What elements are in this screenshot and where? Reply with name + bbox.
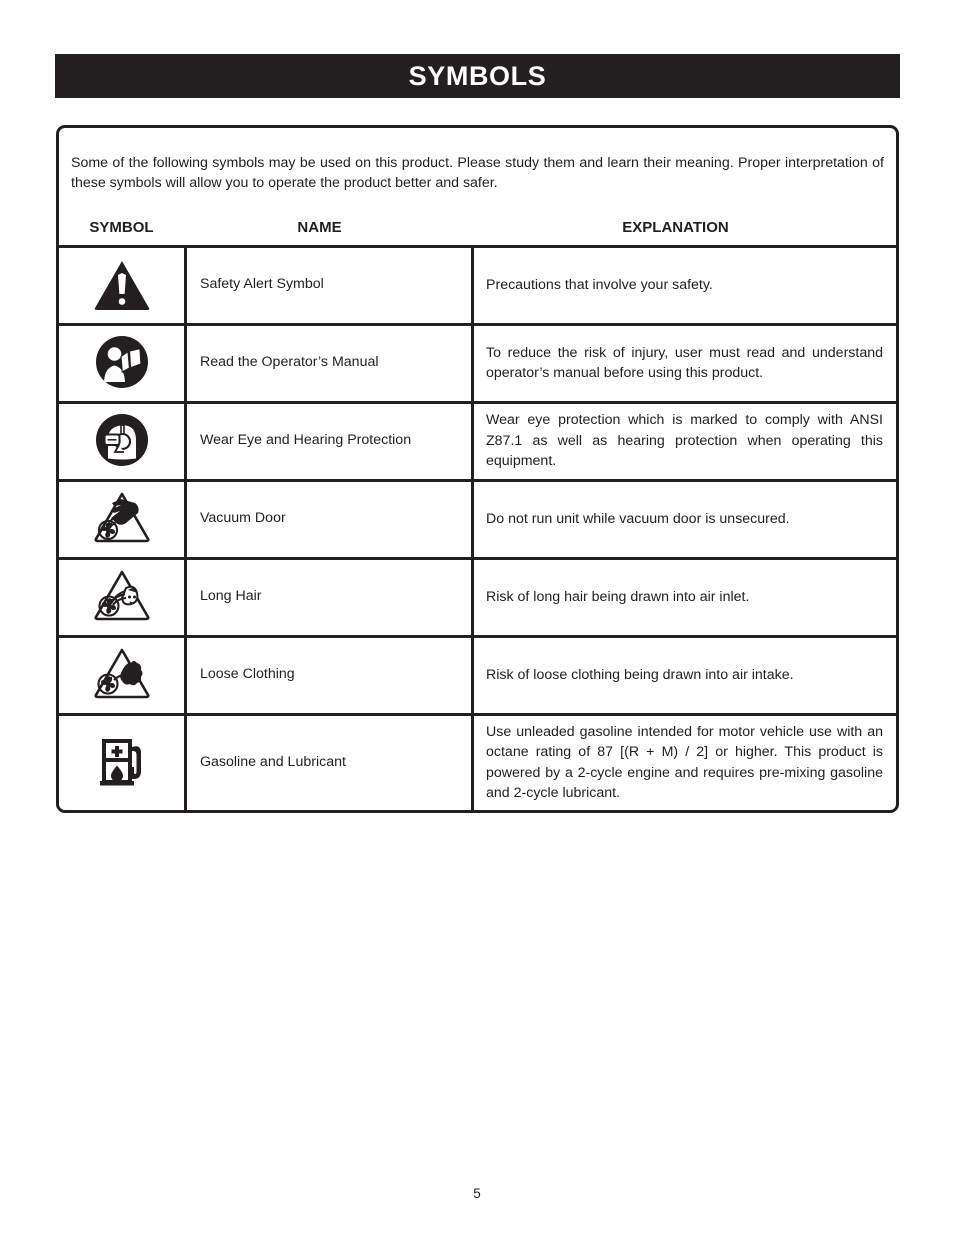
table-row xyxy=(59,324,896,402)
symbol-name: Wear Eye and Hearing Protection xyxy=(186,402,473,480)
loose-clothing-impeller-icon xyxy=(91,644,153,704)
symbol-explanation: Wear eye protection which is marked to comply with ANSI Z87.1 as well as hearing protection when operating this equipment. xyxy=(473,402,897,480)
safety-alert-triangle-icon xyxy=(91,255,153,315)
symbol-name: Long Hair xyxy=(186,558,473,636)
long-hair-impeller-icon xyxy=(91,566,153,626)
gasoline-and-lubricant-pump-icon xyxy=(91,731,153,791)
symbol-cell xyxy=(59,636,186,714)
column-header-symbol: SYMBOL xyxy=(89,218,154,236)
symbol-cell xyxy=(59,246,186,324)
column-header-name: NAME xyxy=(297,218,342,236)
table-row xyxy=(59,714,896,810)
symbol-cell xyxy=(59,558,186,636)
table-column-headers xyxy=(59,215,896,245)
table-row xyxy=(59,636,896,714)
symbol-explanation: To reduce the risk of injury, user must read and understand operator’s manual before using this product. xyxy=(473,324,897,402)
symbol-explanation: Use unleaded gasoline intended for motor vehicle use with an octane rating of 87 [(R + M) / 2] or higher. This product is powered by a 2-cycle engine and requires pre-mixing gasoline and 2-cycle lubricant. xyxy=(473,714,897,810)
page-number: 5 xyxy=(473,1186,481,1201)
intro-paragraph: Some of the following symbols may be used on this product. Please study them and learn their meaning. Proper interpretation of these symbols will allow you to operate the product better and safer. xyxy=(71,155,884,192)
read-operators-manual-icon xyxy=(91,332,153,392)
column-header-explanation: EXPLANATION xyxy=(622,218,729,236)
vacuum-door-hand-impeller-icon xyxy=(91,488,153,548)
symbol-name: Loose Clothing xyxy=(186,636,473,714)
symbol-cell xyxy=(59,402,186,480)
symbol-cell xyxy=(59,714,186,810)
symbol-cell xyxy=(59,480,186,558)
symbols-table xyxy=(59,245,896,810)
symbol-name: Read the Operator’s Manual xyxy=(186,324,473,402)
symbol-explanation: Precautions that involve your safety. xyxy=(473,246,897,324)
page-title: SYMBOLS xyxy=(408,60,547,91)
table-row xyxy=(59,480,896,558)
symbol-name: Safety Alert Symbol xyxy=(186,246,473,324)
symbol-name: Vacuum Door xyxy=(186,480,473,558)
symbol-name: Gasoline and Lubricant xyxy=(186,714,473,810)
symbol-cell xyxy=(59,324,186,402)
symbols-panel xyxy=(56,125,899,813)
eye-and-hearing-protection-icon xyxy=(91,410,153,470)
symbol-explanation: Do not run unit while vacuum door is unsecured. xyxy=(473,480,897,558)
table-row xyxy=(59,246,896,324)
table-row xyxy=(59,558,896,636)
symbol-explanation: Risk of long hair being drawn into air inlet. xyxy=(473,558,897,636)
section-title-bar xyxy=(55,54,900,98)
table-row xyxy=(59,402,896,480)
symbol-explanation: Risk of loose clothing being drawn into air intake. xyxy=(473,636,897,714)
